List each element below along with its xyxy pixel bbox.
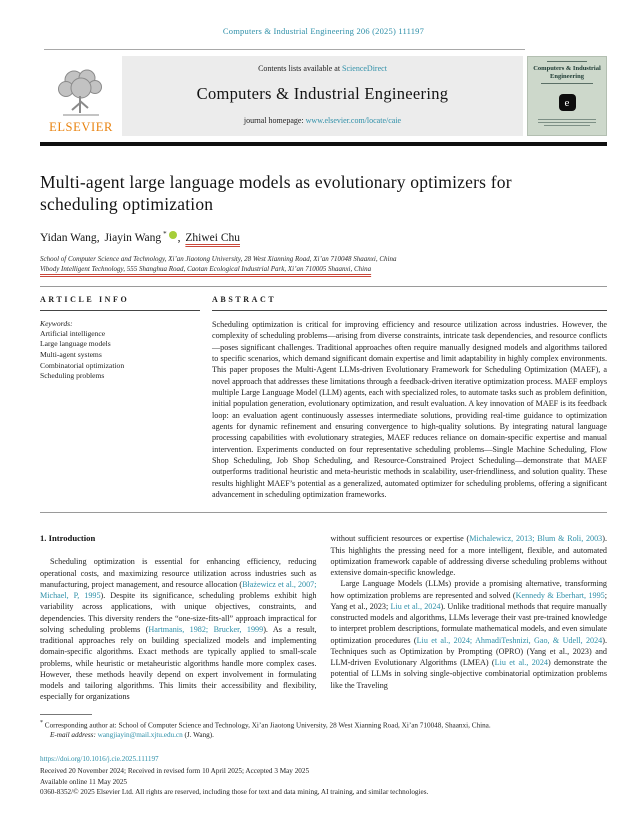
sciencedirect-link[interactable]: ScienceDirect: [342, 64, 387, 73]
text-segment: Large Language Models (LLMs) provide a promising alternative, transforming how optimization problems are represented and solved (: [330, 579, 607, 600]
keyword: Large language models: [40, 339, 111, 349]
cover-fineprint-line: [544, 125, 590, 126]
cover-journal-title: Computers & Industrial Engineering: [533, 65, 601, 80]
abstract-text: Scheduling optimization is critical for improving efficiency and resource utilization across industries. However, the complexity of scheduling problems—arising from diverse constraints, intricate task dependencies, and resource conflicts—poses significant challenges. Traditional approaches often require manually designed models and algorithms tailored to specific scenarios, which demand significant domain expertise and limit adaptability in highly complex environments. This paper proposes the Multi-Agent LLMs-driven Evolutionary Framework for Scheduling Optimization (MAEF), a novel approach that addresses these limitations through a feedback-driven iterative optimization process. MAEF employs multiple Large Language Model (LLM) agents, each with specialized roles, to automate tasks such as problem definition, initial population generation, evolutionary optimization, and result evaluation. A key innovation of MAEF is its feedback loop: an evaluation agent continuously assesses intermediate solutions, providing real-time guidance to optimization agents for dynamic refinement and ensuring convergence to high-quality solutions. By integrating natural language processing capabilities with evolutionary strategies, MAEF reduces reliance on domain-specific expertise and manual intervention. Experiments conducted on four representative scheduling problems—Single Machine Scheduling, Flow Shop Scheduling, Job Shop Scheduling, and Resource-Constrained Project Scheduling—demonstrate that MAEF outperforms traditional heuristic and meta-heuristic methods in scalability, user-friendliness, and solution quality. These results highlight MAEF’s potential as a generalized, automated optimizer for scheduling problems, offering a significant advancement in scheduling optimization frameworks.: [212, 319, 607, 499]
journal-title: Computers & Industrial Engineering: [196, 84, 449, 103]
elsevier-e-badge-icon: e: [559, 94, 576, 111]
cover-decorative-rule: [547, 61, 587, 62]
text-segment: Scheduling optimization is essential for enhancing efficiency, reducing operational costs, and maximizing resource utilization across industries such as manufacturing, project management, and resource allocation (: [40, 557, 317, 589]
journal-header: [40, 56, 607, 136]
text-segment: ). This highlights the pressing need for a more intelligent, flexible, and automated optimization framework capable of addressing diverse scheduling problems without extensive domain-specific knowledge.: [330, 534, 607, 578]
citation-link[interactable]: Błażewicz et al., 2007; Michael, P, 1995: [40, 579, 317, 601]
author-yidan-wang[interactable]: Yidan Wang: [40, 231, 97, 244]
article-footer: [40, 754, 607, 798]
intro-paragraph-2: [331, 578, 608, 691]
info-block-bottom-rule: [40, 512, 607, 513]
citation-link[interactable]: Hartmanis, 1982; Brucker, 1999: [148, 624, 264, 634]
elsevier-tree-icon: [53, 67, 109, 119]
keyword: Artificial intelligence: [40, 328, 106, 338]
citation-link[interactable]: Liu et al., 2024; AhmadiTeshnizi, Gao, & Udell, 2024: [416, 635, 603, 645]
keyword: Multi-agent systems: [40, 350, 102, 360]
keywords-label: Keywords:: [40, 318, 73, 328]
text-segment: ; Yang et al., 2023;: [330, 590, 607, 611]
top-divider: [44, 49, 525, 50]
corresponding-author-footnote: * Corresponding author at: School of Computer Science and Technology, Xi’an Jiaotong University, 28 West Xianning Road, Xi’an 710048, Shaanxi, China. E-mail address: wangjiayin@mail.xjtu.edu.cn (J. Wang).: [40, 719, 491, 740]
citation-link[interactable]: Michalewicz, 2013; Blum & Roli, 2003: [469, 534, 603, 544]
homepage-line: journal homepage: www.elsevier.com/locate/caie: [243, 116, 402, 125]
received-dates: Received 20 November 2024; Received in revised form 10 April 2025; Accepted 3 May 2025: [40, 766, 310, 775]
journal-reference: Computers & Industrial Engineering 206 (2025) 111197: [222, 26, 425, 36]
introduction-heading: 1. Introduction: [40, 533, 96, 544]
text-segment: without sufficient resources or expertise (: [330, 534, 470, 544]
footnote-divider: [40, 714, 92, 715]
keyword: Scheduling problems: [40, 371, 105, 381]
orcid-icon[interactable]: [169, 231, 177, 239]
contents-line: Contents lists available at ScienceDirect: [258, 64, 387, 73]
cover-fineprint-line: [538, 122, 596, 123]
author-jiayin-wang[interactable]: Jiayin Wang: [104, 231, 162, 244]
left-column: [40, 533, 317, 702]
email-label: E-mail address:: [50, 731, 96, 740]
text-segment: ). Techniques such as Optimization by Prompting (OPRO) (Yang et al., 2023) and LLM-driven Evolutionary Algorithms (LMEA) (: [330, 635, 607, 668]
text-segment: ) demonstrate the potential of LLMs in solving single-objective combinatorial optimization problems like the Traveling: [330, 658, 607, 690]
intro-paragraph-1-continued: [331, 533, 608, 578]
elsevier-wordmark: ELSEVIER: [49, 120, 113, 134]
article-title: Multi-agent large language models as evolutionary optimizers for scheduling optimization: [40, 172, 512, 214]
header-black-rule: [40, 142, 607, 146]
cover-fineprint-line: [538, 119, 596, 120]
author-zhiwei-chu[interactable]: Zhiwei Chu: [185, 231, 240, 244]
text-segment: ). Despite its significance, scheduling problems exhibit high variability across applications, with unique objectives, constraints, and dependencies. This diversity renders the “one-size-fits-all” approach impractical for solving scheduling problems (: [40, 591, 317, 634]
copyright-line: 0360-8352/© 2025 Elsevier Ltd. All rights are reserved, including those for text and data mining, AI training, and similar technologies.: [40, 788, 429, 797]
footnote-marker: *: [40, 719, 43, 726]
affiliations: [40, 254, 607, 275]
abstract-rule: [212, 310, 607, 311]
citation-link[interactable]: Liu et al., 2024: [494, 658, 548, 668]
journal-cover-thumbnail[interactable]: [527, 56, 607, 136]
keyword: Combinatorial optimization: [40, 360, 125, 370]
available-online: Available online 11 May 2025: [40, 777, 128, 786]
info-abstract-block: [40, 287, 607, 513]
cover-decorative-rule: [541, 83, 593, 84]
elsevier-logo[interactable]: [40, 56, 122, 136]
citation-link[interactable]: Kennedy & Eberhart, 1995: [515, 590, 605, 600]
affiliation-1: School of Computer Science and Technology, Xi’an Jiaotong University, 28 West Xianning Road, Xi’an 710048 Shaanxi, China: [40, 254, 397, 263]
article-info-column: [40, 295, 200, 501]
body-columns: [40, 533, 607, 702]
text-segment: ). Unlike traditional methods that require manually constructed models and algorithms, LLMs leverage their vast pre-trained knowledge to interpret problem descriptions, formulate mathematical models, and even simulate optimization procedures (: [330, 601, 607, 645]
author-list: Yidan Wang, Jiayin Wang * , Zhiwei Chu: [40, 230, 240, 244]
intro-paragraph-1: [40, 556, 317, 702]
email-link[interactable]: wangjiayin@mail.xjtu.edu.cn: [97, 731, 183, 740]
doi-link[interactable]: https://doi.org/10.1016/j.cie.2025.111197: [40, 754, 159, 763]
abstract-heading: ABSTRACT: [212, 294, 277, 304]
article-info-heading: ARTICLE INFO: [40, 294, 130, 304]
text-segment: ). As a result, traditional approaches rely on building specialized models and implementing domain-specific algorithms. Exact methods are typically applied to small-scale problems, while heuristic or metaheuristic algorithms handle more complex cases. However, these methods heavily depend on expert involvement in formulating models and tailoring algorithms. This limits their accessibility and flexibility, especially for organizations: [40, 624, 317, 702]
right-column: [331, 533, 608, 702]
journal-header-band: [122, 56, 523, 136]
affiliation-2: Vibody Intelligent Technology, 555 Shanghua Road, Caotan Ecological Industrial Park, Xi’an 710005 Shaanxi, China: [40, 265, 372, 274]
abstract-column: [212, 295, 607, 501]
citation-link[interactable]: Liu et al., 2024: [390, 601, 441, 611]
corresponding-author-mark: *: [163, 230, 167, 238]
article-info-rule: [40, 310, 200, 311]
journal-homepage-link[interactable]: www.elsevier.com/locate/caie: [305, 116, 402, 125]
